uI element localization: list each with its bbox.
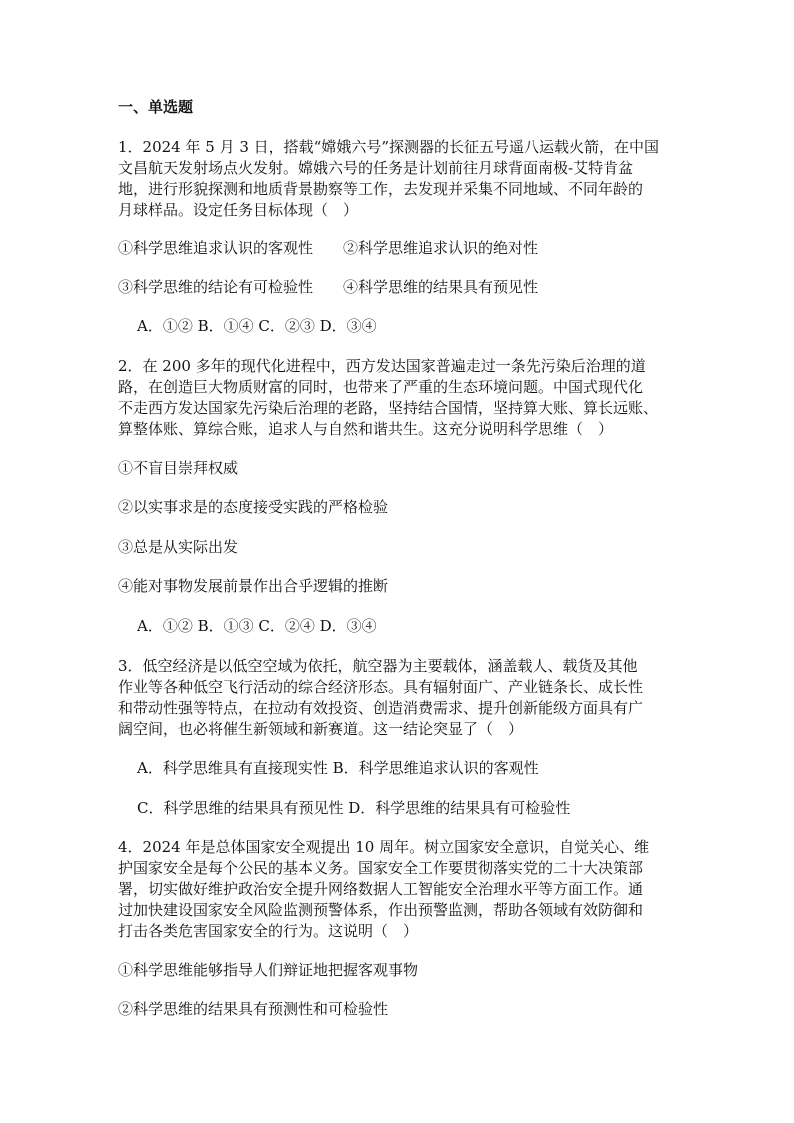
q3-choices-row-2: C．科学思维的结果具有预见性 D．科学思维的结果具有可检验性 [137, 799, 571, 817]
q3-stem-line-3: 和带动性强等特点，在拉动有效投资、创造消费需求、提升创新能级方面具有广 [118, 699, 644, 717]
q4-stem-line-1: 4．2024 年是总体国家安全观提出 10 周年。树立国家安全意识，自觉关心、维 [118, 838, 650, 856]
q2-statement-3: ③总是从实际出发 [118, 538, 239, 556]
q2-statement-4: ④能对事物发展前景作出合乎逻辑的推断 [118, 577, 389, 595]
q2-stem-line-1: 2．在 200 多年的现代化进程中，西方发达国家普遍走过一条先污染后治理的道 [118, 357, 646, 375]
q2-stem-line-4: 算整体账、算综合账，追求人与自然和谐共生。这充分说明科学思维（ ） [118, 420, 614, 438]
q1-statements-row-1: ①科学思维追求认识的客观性 ②科学思维追求认识的绝对性 [118, 239, 539, 257]
q2-statement-2: ②以实事求是的态度接受实践的严格检验 [118, 498, 389, 516]
q4-statement-1: ①科学思维能够指导人们辩证地把握客观事物 [118, 961, 419, 979]
q1-stem-line-4: 月球样品。设定任务目标体现（ ） [118, 201, 359, 219]
q2-choices: A．①② B．①③ C．②④ D．③④ [137, 617, 377, 635]
q4-stem-line-4: 过加快建设国家安全风险监测预警体系，作出预警监测，帮助各领域有效防御和 [118, 901, 644, 919]
q4-statement-2: ②科学思维的结果具有预测性和可检验性 [118, 1000, 389, 1018]
section-title: 一、单选题 [118, 98, 194, 116]
q3-stem-line-2: 作业等各种低空飞行活动的综合经济形态。具有辐射面广、产业链条长、成长性 [118, 678, 644, 696]
q2-statement-1: ①不盲目崇拜权威 [118, 459, 239, 477]
q1-statements-row-2: ③科学思维的结论有可检验性 ④科学思维的结果具有预见性 [118, 278, 539, 296]
q3-stem-line-1: 3．低空经济是以低空空域为依托，航空器为主要载体，涵盖载人、载货及其他 [118, 657, 638, 675]
q3-stem-line-4: 阔空间，也必将催生新领域和新赛道。这一结论突显了（ ） [118, 720, 524, 738]
q1-stem-line-3: 地，进行形貌探测和地质背景勘察等工作，去发现并采集不同地域、不同年龄的 [118, 180, 644, 198]
q2-stem-line-2: 路，在创造巨大物质财富的同时，也带来了严重的生态环境问题。中国式现代化 [118, 378, 644, 396]
q4-stem-line-3: 署，切实做好维护政治安全提升网络数据人工智能安全治理水平等方面工作。通 [118, 880, 644, 898]
q1-stem-line-2: 文昌航天发射场点火发射。嫦娥六号的任务是计划前往月球背面南极-艾特肯盆 [118, 159, 634, 177]
q4-stem-line-2: 护国家安全是每个公民的基本义务。国家安全工作要贯彻落实党的二十大决策部 [118, 859, 644, 877]
q3-choices-row-1: A．科学思维具有直接现实性 B．科学思维追求认识的客观性 [137, 759, 539, 777]
q1-choices: A．①② B．①④ C．②③ D．③④ [137, 317, 377, 335]
q1-stem-line-1: 1．2024 年 5 月 3 日，搭载“嫦娥六号”探测器的长征五号遥八运载火箭，在中国 [118, 138, 659, 156]
q2-stem-line-3: 不走西方发达国家先污染后治理的老路，坚持结合国情，坚持算大账、算长远账、 [118, 399, 659, 417]
q4-stem-line-5: 打击各类危害国家安全的行为。这说明（ ） [118, 922, 419, 940]
